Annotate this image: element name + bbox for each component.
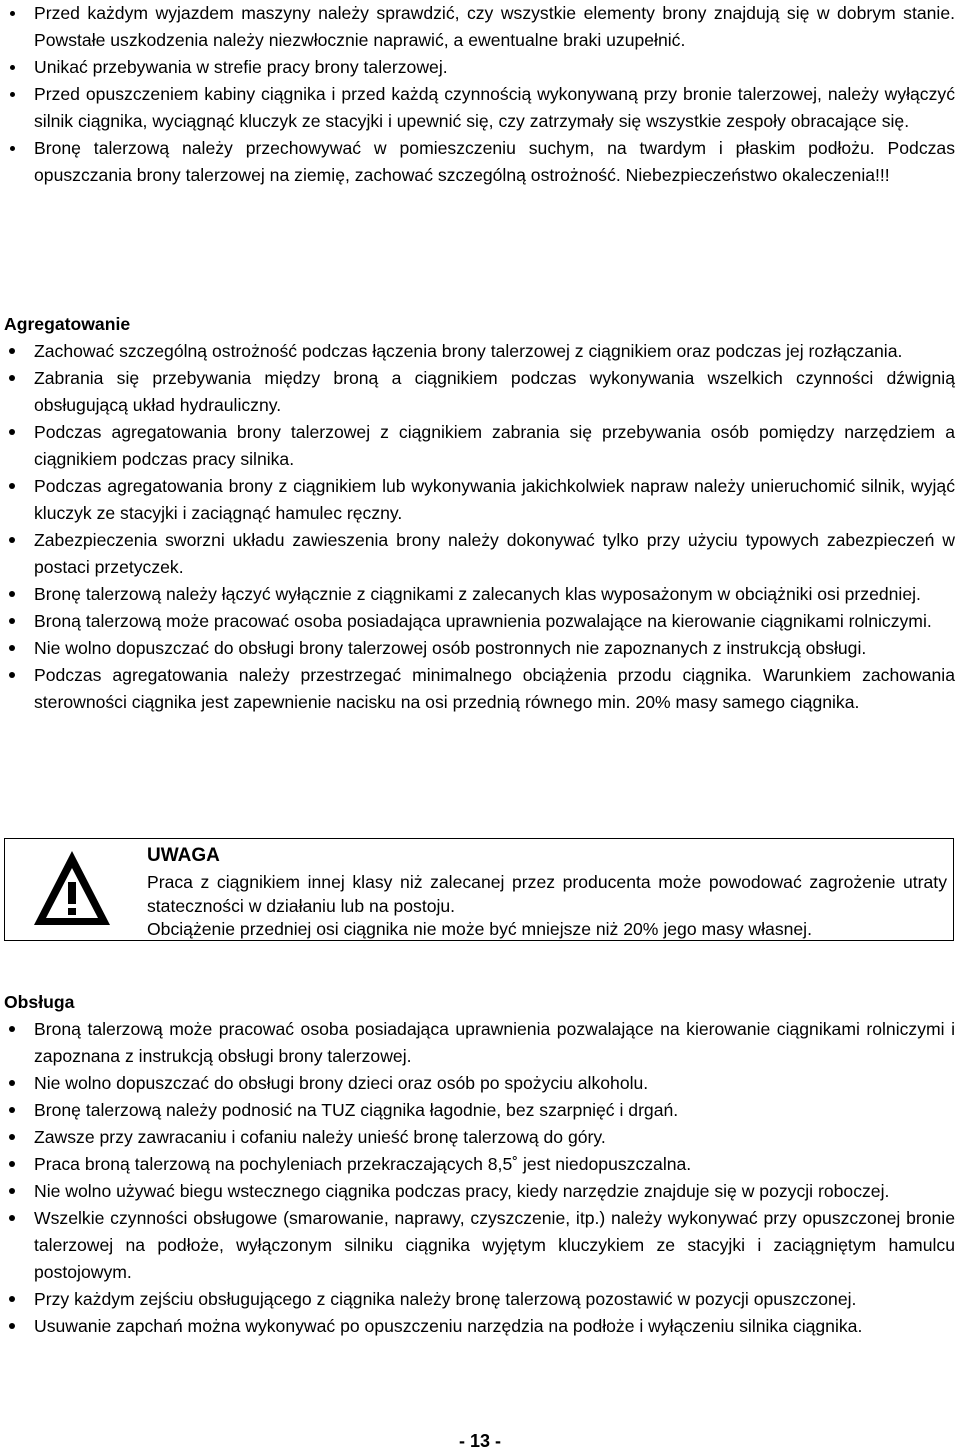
list-item: Zabrania się przebywania między broną a ciągnikiem podczas wykonywania wszelkich czynności dźwignią obsługującą układ hydrauliczny. xyxy=(4,365,955,419)
list-item: Podczas agregatowania należy przestrzegać minimalnego obciążenia przodu ciągnika. Warunkiem zachowania sterowności ciągnika jest zapewnienie nacisku na osi przednią równego min. 20% masy samego ciągnika. xyxy=(4,662,955,716)
warning-line: Obciążenie przedniej osi ciągnika nie może być mniejsze niż 20% jego masy własnej. xyxy=(147,919,812,939)
page-number: - 13 - xyxy=(458,1431,501,1451)
bullet-icon xyxy=(9,1134,15,1140)
section-heading: Obsługa xyxy=(4,992,75,1012)
list-item: Nie wolno dopuszczać do obsługi brony dzieci oraz osób po spożyciu alkoholu. xyxy=(4,1070,955,1097)
list-item: Bronę talerzową należy łączyć wyłącznie z ciągnikami z zalecanych klas wyposażonym w obciążniki osi przedniej. xyxy=(4,581,955,608)
bullet-icon xyxy=(10,92,15,97)
list-item: Podczas agregatowania brony talerzowej z ciągnikiem zabrania się przebywania osób pomiędzy narzędziem a ciągnikiem podczas pracy silnika. xyxy=(4,419,955,473)
bullet-icon xyxy=(9,429,15,435)
section-agregatowanie xyxy=(4,310,955,716)
bullet-icon xyxy=(9,1080,15,1086)
list-item: Praca broną talerzową na pochyleniach przekraczających 8,5˚ jest niedopuszczalna. xyxy=(4,1151,955,1178)
list-item: Zawsze przy zawracaniu i cofaniu należy unieść bronę talerzową do góry. xyxy=(4,1124,955,1151)
list-item: Wszelkie czynności obsługowe (smarowanie, naprawy, czyszczenie, itp.) należy wykonywać przy opuszczonej bronie talerzowej na podłoże, wyłączonym silniku ciągnika wyjętym kluczykiem ze stacyjki i zaciągniętym hamulcu postojowym. xyxy=(4,1205,955,1286)
section-heading: Agregatowanie xyxy=(4,314,131,334)
list-item: Bronę talerzową należy podnosić na TUZ ciągnika łagodnie, bez szarpnięć i drgań. xyxy=(4,1097,955,1124)
list-item: Broną talerzową może pracować osoba posiadająca uprawnienia pozwalające na kierowanie ciągnikami rolniczymi. xyxy=(4,608,955,635)
list-item: Podczas agregatowania brony z ciągnikiem lub wykonywania jakichkolwiek napraw należy unieruchomić silnik, wyjąć kluczyk ze stacyjki i zaciągnąć hamulec ręczny. xyxy=(4,473,955,527)
bullet-icon xyxy=(10,65,15,70)
warning-line: Praca z ciągnikiem innej klasy niż zalecanej przez producenta może powodować zagrożenie utraty stateczności w działaniu lub na postoju. xyxy=(147,872,947,916)
bullet-icon xyxy=(9,1188,15,1194)
bullet-icon xyxy=(9,483,15,489)
list-item: Bronę talerzową należy przechowywać w pomieszczeniu suchym, na twardym i płaskim podłożu. Podczas opuszczania brony talerzowej na ziemię, zachować szczególną ostrożność. Niebezpieczeństwo okaleczenia!!! xyxy=(4,135,955,189)
list-item: Przed opuszczeniem kabiny ciągnika i przed każdą czynnością wykonywaną przy bronie talerzowej, należy wyłączyć silnik ciągnika, wyciągnąć kluczyk ze stacyjki i upewnić się, czy zatrzymały się wszystkie zespoły obracające się. xyxy=(4,81,955,135)
bullet-icon xyxy=(9,591,15,597)
list-item: Nie wolno używać biegu wstecznego ciągnika podczas pracy, kiedy narzędzie znajduje się w pozycji roboczej. xyxy=(4,1178,955,1205)
bullet-icon xyxy=(9,672,15,678)
bullet-icon xyxy=(9,1026,15,1032)
section-obsluga xyxy=(4,988,955,1340)
agregatowanie-bullet-list xyxy=(4,338,955,716)
list-item: Zachować szczególną ostrożność podczas łączenia brony talerzowej z ciągnikiem oraz podczas jej rozłączania. xyxy=(4,338,955,365)
warning-triangle-icon xyxy=(31,848,113,928)
intro-bullet-list xyxy=(4,0,955,189)
bullet-icon xyxy=(10,11,15,16)
warning-title: UWAGA xyxy=(147,845,220,866)
obsluga-bullet-list xyxy=(4,1016,955,1340)
bullet-icon xyxy=(10,146,15,151)
list-item: Usuwanie zapchań można wykonywać po opuszczeniu narzędzia na podłoże i wyłączeniu silnika ciągnika. xyxy=(4,1313,955,1340)
bullet-icon xyxy=(9,1296,15,1302)
bullet-icon xyxy=(9,1215,15,1221)
list-item: Przy każdym zejściu obsługującego z ciągnika należy bronę talerzową pozostawić w pozycji opuszczonej. xyxy=(4,1286,955,1313)
bullet-icon xyxy=(9,375,15,381)
list-item: Broną talerzową może pracować osoba posiadająca uprawnienia pozwalające na kierowanie ciągnikami rolniczymi i zapoznana z instrukcją obsługi brony talerzowej. xyxy=(4,1016,955,1070)
bullet-icon xyxy=(9,348,15,354)
list-item: Przed każdym wyjazdem maszyny należy sprawdzić, czy wszystkie elementy brony znajdują się w dobrym stanie. Powstałe uszkodzenia należy niezwłocznie naprawić, a ewentualne braki uzupełnić. xyxy=(4,0,955,54)
bullet-icon xyxy=(9,1107,15,1113)
bullet-icon xyxy=(9,1323,15,1329)
bullet-icon xyxy=(9,618,15,624)
warning-text xyxy=(147,841,947,942)
list-item: Unikać przebywania w strefie pracy brony talerzowej. xyxy=(4,54,955,81)
warning-box xyxy=(4,838,954,941)
bullet-icon xyxy=(9,645,15,651)
list-item: Zabezpieczenia sworzni układu zawieszenia brony należy dokonywać tylko przy użyciu typowych zabezpieczeń w postaci przetyczek. xyxy=(4,527,955,581)
list-item: Nie wolno dopuszczać do obsługi brony talerzowej osób postronnych nie zapoznanych z instrukcją obsługi. xyxy=(4,635,955,662)
bullet-icon xyxy=(9,1161,15,1167)
bullet-icon xyxy=(9,537,15,543)
